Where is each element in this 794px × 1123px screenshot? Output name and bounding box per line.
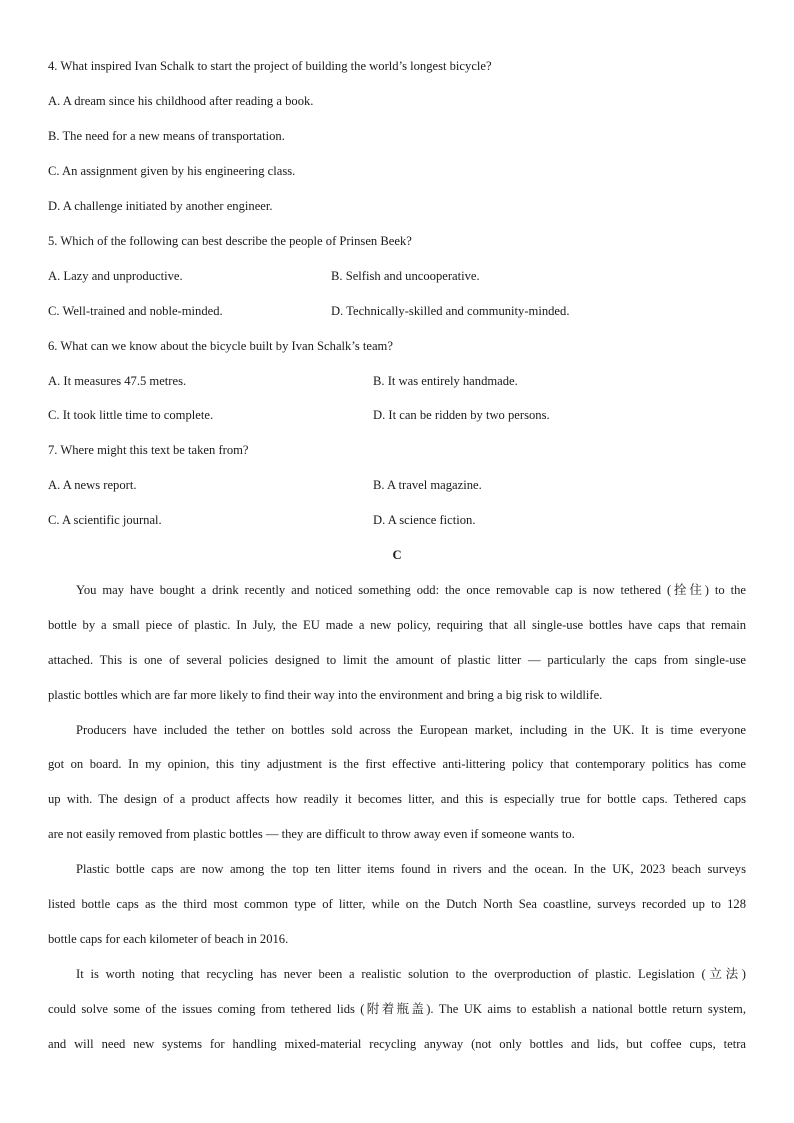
paragraph-1-line-4: plastic bottles which are far more likely to find their way into the environment and bring a big risk to wildlife. <box>48 688 603 702</box>
paragraph-2-line-2: got on board. In my opinion, this tiny adjustment is the first effective anti-littering policy that contemporary politics has come <box>48 757 746 771</box>
section-c-title: C <box>392 548 402 562</box>
paragraph-4-line-3: and will need new systems for handling mixed-material recycling anyway (not only bottles and lids, but coffee cups, tetra <box>48 1037 746 1051</box>
paragraph-1-line-2: bottle by a small piece of plastic. In July, the EU made a new policy, requiring that all single-use bottles have caps that remain <box>48 618 746 632</box>
question-6-option-b: B. It was entirely handmade. <box>373 374 518 388</box>
paragraph-3-line-3: bottle caps for each kilometer of beach in 2016. <box>48 932 289 946</box>
question-4-option-c: C. An assignment given by his engineering class. <box>48 164 296 178</box>
question-7-option-a: A. A news report. <box>48 478 137 492</box>
paragraph-1-line-3: attached. This is one of several policies designed to limit the amount of plastic litter — particularly the caps from single-use <box>48 653 746 667</box>
question-4-option-b: B. The need for a new means of transportation. <box>48 129 285 143</box>
question-5-option-a: A. Lazy and unproductive. <box>48 269 183 283</box>
question-5-option-c: C. Well-trained and noble-minded. <box>48 304 223 318</box>
paragraph-4-line-2: could solve some of the issues coming from tethered lids (附着瓶盖). The UK aims to establish a national bottle return system, <box>48 1002 746 1016</box>
paragraph-4-line-1: It is worth noting that recycling has never been a realistic solution to the overproduction of plastic. Legislation (立法) <box>76 967 746 981</box>
paragraph-2-line-3: up with. The design of a product affects how readily it becomes litter, and this is especially true for bottle caps. Tethered caps <box>48 792 746 806</box>
question-6-option-d: D. It can be ridden by two persons. <box>373 408 550 422</box>
question-6-stem: 6. What can we know about the bicycle built by Ivan Schalk’s team? <box>48 339 393 353</box>
paragraph-3-line-1: Plastic bottle caps are now among the top ten litter items found in rivers and the ocean. In the UK, 2023 beach surveys <box>76 862 746 876</box>
question-7-option-d: D. A science fiction. <box>373 513 476 527</box>
question-5-option-b: B. Selfish and uncooperative. <box>331 269 480 283</box>
question-4-option-a: A. A dream since his childhood after reading a book. <box>48 94 314 108</box>
paragraph-2-line-1: Producers have included the tether on bottles sold across the European market, including in the UK. It is time everyone <box>76 723 746 737</box>
question-4-stem: 4. What inspired Ivan Schalk to start the project of building the world’s longest bicycle? <box>48 59 492 73</box>
question-7-option-c: C. A scientific journal. <box>48 513 162 527</box>
question-6-option-c: C. It took little time to complete. <box>48 408 214 422</box>
question-6-option-a: A. It measures 47.5 metres. <box>48 374 187 388</box>
question-7-option-b: B. A travel magazine. <box>373 478 482 492</box>
question-7-stem: 7. Where might this text be taken from? <box>48 443 249 457</box>
question-5-stem: 5. Which of the following can best describe the people of Prinsen Beek? <box>48 234 412 248</box>
paragraph-1-line-1: You may have bought a drink recently and noticed something odd: the once removable cap is now tethered (拴住) to the <box>76 583 746 597</box>
paragraph-2-line-4: are not easily removed from plastic bottles — they are difficult to throw away even if someone wants to. <box>48 827 575 841</box>
paragraph-3-line-2: listed bottle caps as the third most common type of litter, while on the Dutch North Sea coastline, surveys recorded up to 128 <box>48 897 746 911</box>
question-4-option-d: D. A challenge initiated by another engineer. <box>48 199 273 213</box>
question-5-option-d: D. Technically-skilled and community-minded. <box>331 304 570 318</box>
